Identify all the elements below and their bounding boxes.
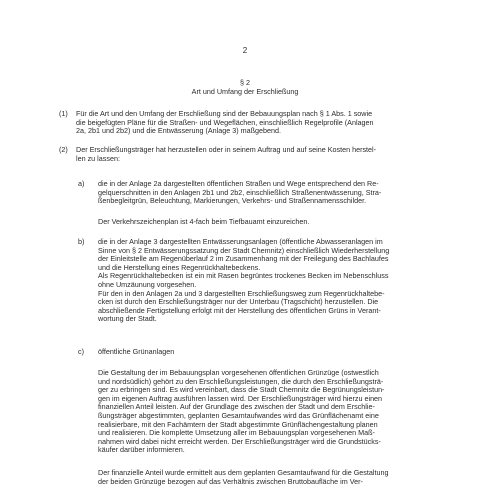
text-line: ohne Umzäunung vorgesehen. bbox=[98, 279, 197, 289]
text-line: Als Regenrückhaltebecken ist ein mit Rasen begrüntes trockenes Becken im Nebenschluss bbox=[98, 271, 389, 281]
item-c-heading: öffentliche Grünanlagen bbox=[98, 347, 175, 356]
item-a-label: a) bbox=[78, 179, 85, 188]
item-b-label: b) bbox=[78, 237, 85, 246]
item-a bbox=[98, 180, 438, 206]
text-line: ger zu erbringen sind. Es wird vereinbart, dass die Stadt Chemnitz die Begrünungsleistun- bbox=[98, 385, 385, 395]
text-line: ßenbegleitgrün, Beleuchtung, Markierungen, Verkehrs- und Straßennamensschilder. bbox=[98, 196, 367, 206]
text-line: der beiden Grünzüge bezogen auf das Verhältnis zwischen Bruttobaufläche im Ver- bbox=[98, 476, 363, 486]
item-b bbox=[98, 238, 438, 324]
paragraph-2-number: (2) bbox=[59, 145, 68, 154]
item-c-continuation bbox=[98, 469, 438, 486]
text-line: und die Herstellung eines Regenrückhaltebeckens. bbox=[98, 262, 261, 272]
text-line: Für den in den Anlagen 2a und 3 dargestellten Erschließungsweg zum Regenrückhaltebe- bbox=[98, 288, 385, 298]
page-number: 2 bbox=[242, 46, 248, 55]
text-line: gelquerschnitten in den Anlagen 2b1 und 2b2, einschließlich Straßenentwässerung, Stra- bbox=[98, 187, 382, 197]
text-line: finanziellen Anteil leisten. Auf der Grundlage des zwischen der Stadt und dem Erschlie- bbox=[98, 402, 375, 412]
text-line: Für die Art und den Umfang der Erschließung sind der Bebauungsplan nach § 1 Abs. 1 sowie bbox=[76, 109, 373, 118]
text-line: und nordsüdlich) gehört zu den Erschließungsleistungen, die durch den Erschließungsträ- bbox=[98, 376, 384, 386]
text-line: wortung der Stadt. bbox=[98, 314, 157, 324]
paragraph-2 bbox=[76, 146, 440, 163]
text-line: Der Erschließungsträger hat herzustellen oder in seinem Auftrag und auf seine Kosten herstel- bbox=[76, 145, 377, 154]
item-c-label: c) bbox=[78, 347, 84, 356]
paragraph-1 bbox=[76, 110, 440, 136]
text-line: abschließende Fertigstellung erfolgt mit der Herstellung des öffentlichen Grüns in Verant- bbox=[98, 305, 381, 315]
text-line: Sinne von § 2 Entwässerungssatzung der Stadt Chemnitz) einschließlich Wiederherstellung bbox=[98, 245, 390, 255]
text-line: gen im eigenen Auftrag ausführen lassen wird. Der Erschließungsträger wird hierzu einen bbox=[98, 393, 383, 403]
item-a-note: Der Verkehrszeichenplan ist 4-fach beim Tiefbauamt einzureichen. bbox=[98, 217, 310, 226]
text-line: realisierbare, mit den Fachämtern der Stadt abgestimmte Grünflächengestaltung planen bbox=[98, 419, 378, 429]
text-line: nahmen wird dabei nicht erreicht werden. Der Erschließungsträger wird die Grundstücks- bbox=[98, 436, 381, 446]
section-title: Art und Umfang der Erschließung bbox=[191, 87, 299, 96]
text-line: die in der Anlage 3 dargestellten Entwässerungsanlagen (öffentliche Abwasseranlagen im bbox=[98, 237, 383, 246]
text-line: die in der Anlage 2a dargestellten öffentlichen Straßen und Wege entsprechend den Re- bbox=[98, 179, 379, 188]
text-line: ßungsträger abgestimmten, geplanten Gesamtaufwandes wird das Grünflächenamt eine bbox=[98, 410, 379, 420]
text-line: len zu lassen: bbox=[76, 153, 120, 163]
item-c bbox=[98, 369, 438, 455]
text-line: Die Gestaltung der im Bebauungsplan vorgesehenen öffentlichen Grünzüge (ostwestlich bbox=[98, 368, 379, 377]
text-line: die beigefügten Pläne für die Straßen- und Wegeflächen, einschließlich Regelprofile (Anlagen bbox=[76, 117, 374, 127]
text-line: 2a, 2b1 und 2b2) und die Entwässerung (Anlage 3) maßgebend. bbox=[76, 126, 281, 136]
text-line: und realisieren. Die komplette Umsetzung aller im Bebauungsplan vorgesehenen Maß- bbox=[98, 428, 375, 438]
text-line: cken ist durch den Erschließungsträger nur der Unterbau (Tragschicht) herzustellen. Die bbox=[98, 297, 379, 307]
paragraph-1-number: (1) bbox=[59, 109, 68, 118]
section-number: § 2 bbox=[240, 78, 250, 87]
text-line: der Einleitstelle am Regenüberlauf 2 im Zusammenhang mit der Freilegung des Bachlaufes bbox=[98, 254, 389, 264]
text-line: Der finanzielle Anteil wurde ermittelt aus dem geplanten Gesamtaufwand für die Gestaltung bbox=[98, 468, 389, 477]
text-line: käufer darüber informieren. bbox=[98, 445, 185, 455]
